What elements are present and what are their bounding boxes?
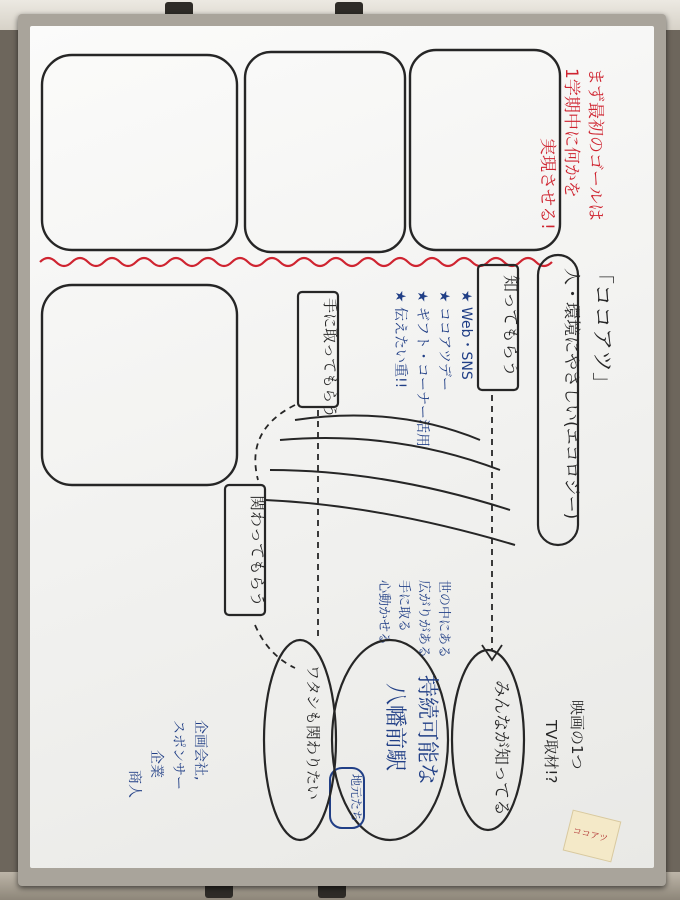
sustainable-line-2: 八幡前駅 <box>382 683 407 772</box>
sponsors-line: スポンサー <box>170 720 186 790</box>
empty-box <box>42 285 237 485</box>
knowing-label: 知ってもらう <box>500 275 520 377</box>
condition-item: 世の中にある <box>436 580 451 659</box>
involve-label: 関わってもらう <box>248 495 267 607</box>
list-item: ★ ギフト・コーナー活用 <box>414 290 430 448</box>
buy-label: 手に取ってもらう <box>321 298 339 419</box>
sponsors-line: 企画会社, <box>192 720 208 781</box>
sponsors-note <box>126 720 208 798</box>
list-item: ★ ココアツデー <box>436 290 452 392</box>
board-title: 「ココアツ」 <box>589 262 614 395</box>
sustainable-line-1: 持続可能な <box>414 675 439 786</box>
goal-line-1: まず最初のゴールは <box>585 68 605 221</box>
tagline-text: 人・環境にやさしい(エコロジー) <box>561 268 581 520</box>
arrow-head <box>482 645 502 660</box>
me-too-oval <box>264 640 336 840</box>
me-too-label: ワタシも関わりたい <box>304 665 322 800</box>
media-line-1: 映画の1つ <box>568 700 586 770</box>
goal-line-3: 実現させる! <box>537 138 557 230</box>
sponsors-line: 商人 <box>126 770 142 798</box>
list-item: ★ 伝えたい重!! <box>392 290 408 389</box>
local-label: 地元たち <box>349 774 363 823</box>
red-goal-text <box>537 68 605 230</box>
flow-arc <box>270 470 510 510</box>
flow-arc <box>265 500 515 545</box>
media-line-2: TV取材!? <box>542 720 560 784</box>
condition-item: 広がりがある <box>416 580 431 659</box>
red-wavy-divider <box>40 258 552 266</box>
sticky-text: ココアツ <box>571 826 609 845</box>
condition-item: 心動かせる <box>376 580 391 646</box>
dashed-arrow <box>255 405 295 480</box>
blue-list <box>392 290 474 447</box>
goal-line-2: 1学期中に何かを <box>561 68 581 198</box>
tagline-group <box>561 268 581 519</box>
empty-box <box>42 55 237 250</box>
title-group <box>589 262 614 394</box>
everyone-label: みんなが知ってる <box>491 680 511 816</box>
sponsors-line: 企業 <box>148 750 164 778</box>
conditions <box>376 580 452 658</box>
empty-box <box>245 52 405 252</box>
everyone-oval <box>452 650 524 830</box>
condition-item: 手に取る <box>396 580 411 633</box>
dashed-arrow <box>255 625 295 668</box>
flow-arc <box>280 438 500 470</box>
flow-arc <box>295 416 480 441</box>
list-item: ★ Web・SNS <box>458 290 474 380</box>
media-note <box>542 700 586 783</box>
sustainable-text <box>382 675 439 785</box>
